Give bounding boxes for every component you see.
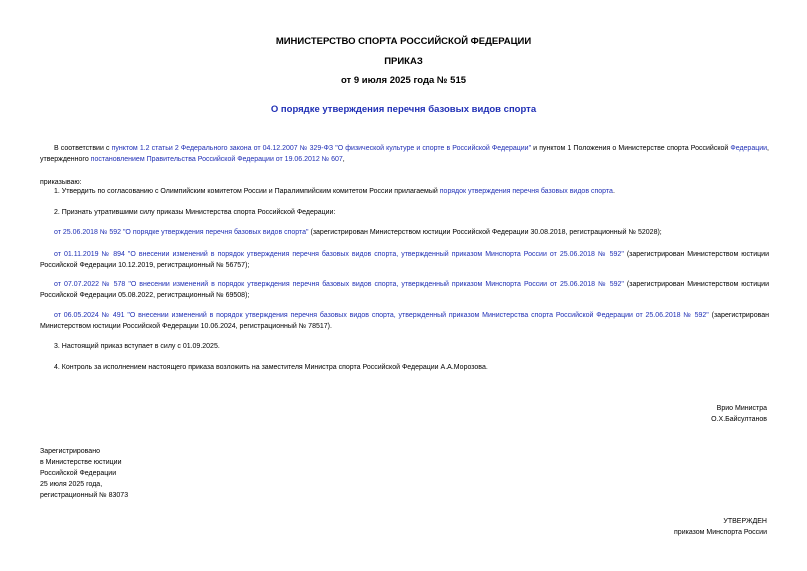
doc-type-heading: ПРИКАЗ bbox=[384, 56, 423, 67]
repealed-item bbox=[40, 249, 769, 271]
preamble-text-4: , bbox=[342, 156, 345, 163]
repealed-link[interactable]: от 07.07.2022 № 578 "О внесении изменений в порядок утверждения перечня базовых видов спорта, утвержденный приказом Минспорта России от 25.06.2018 № 592" bbox=[54, 281, 624, 288]
registration-line: в Министерстве юстиции bbox=[40, 459, 122, 466]
subject-prefix: О bbox=[270, 104, 281, 115]
repealed-item bbox=[40, 227, 769, 238]
repealed-text: (зарегистрирован Министерством юстиции Российской Федерации 30.08.2018, регистрационный № 52028); bbox=[308, 229, 662, 236]
order-word: приказываю: bbox=[40, 179, 82, 186]
registration-line: Российской Федерации bbox=[40, 470, 117, 477]
registration-block bbox=[40, 446, 128, 501]
repealed-text: (зарегистрирован Министерством юстиции Российской Федерации 10.06.2024, регистрационный № 78517). bbox=[40, 312, 769, 330]
federal-law-link[interactable]: пунктом 1.2 статьи 2 Федерального закона от 04.12.2007 № 329-ФЗ "О физической культуре и спорте в Российской Федерации" bbox=[111, 145, 532, 152]
repealed-link[interactable]: от 25.06.2018 № 592 "О порядке утверждения перечня базовых видов спорта" bbox=[54, 229, 309, 236]
ministry-heading: МИНИСТЕРСТВО СПОРТА РОССИЙСКОЙ ФЕДЕРАЦИИ bbox=[275, 36, 532, 47]
item-1-end: . bbox=[612, 188, 615, 195]
item-1-text: 1. Утвердить по согласованию с Олимпийским комитетом России и Паралимпийским комитетом России прилагаемый bbox=[54, 188, 440, 195]
preamble-text-2: и пунктом 1 Положения о Министерстве спорта Российской bbox=[531, 145, 731, 152]
item-4: 4. Контроль за исполнением настоящего приказа возложить на заместителя Министра спорта Российской Федерации А.А.Морозова. bbox=[54, 364, 488, 371]
government-decree-link[interactable]: постановлением Правительства Российской Федерации от 19.06.2012 № 607 bbox=[90, 156, 343, 163]
signature-block bbox=[711, 403, 767, 425]
approval-block bbox=[674, 516, 767, 538]
preamble-text-3: , утвержденного bbox=[40, 145, 769, 163]
repealed-item bbox=[40, 310, 769, 332]
approval-line: приказом Минспорта России bbox=[674, 529, 767, 536]
subject-link[interactable]: порядке утверждения перечня базовых видов спорта bbox=[280, 104, 537, 115]
item-2: 2. Признать утратившими силу приказы Министерства спорта Российской Федерации: bbox=[54, 209, 336, 216]
repealed-text: (зарегистрирован Министерством юстиции Российской Федерации 05.08.2022, регистрационный № 69508); bbox=[40, 281, 769, 299]
signature-name: О.Х.Байсултанов bbox=[711, 416, 767, 423]
repealed-link[interactable]: от 01.11.2019 № 894 "О внесении изменений в порядок утверждения перечня базовых видов спорта, утвержденный приказом Минспорта России от 25.06.2018 № 592" bbox=[54, 251, 624, 258]
item-3: 3. Настоящий приказ вступает в силу с 01.09.2025. bbox=[54, 343, 220, 350]
signature-position: Врио Министра bbox=[716, 405, 767, 412]
preamble-paragraph bbox=[40, 143, 769, 165]
registration-line: регистрационный № 83073 bbox=[40, 492, 129, 499]
repealed-link[interactable]: от 06.05.2024 № 491 "О внесении изменений в порядок утверждения перечня базовых видов спорта, утвержденный приказом Министерства спорта Российской Федерации от 25.06.2018 № 592" bbox=[54, 312, 709, 319]
item-1 bbox=[40, 186, 769, 197]
regulation-link[interactable]: Федерации bbox=[730, 145, 768, 152]
registration-line: Зарегистрировано bbox=[40, 448, 100, 455]
repealed-text: (зарегистрирован Министерством юстиции Российской Федерации 10.12.2019, регистрационный № 56757); bbox=[40, 251, 769, 269]
procedure-link[interactable]: порядок утверждения перечня базовых видов спорта bbox=[439, 188, 613, 195]
subject-title bbox=[40, 104, 767, 115]
approval-line: УТВЕРЖДЕН bbox=[723, 518, 767, 525]
preamble-text-1: В соответствии с bbox=[54, 145, 112, 152]
registration-line: 25 июля 2025 года, bbox=[40, 481, 103, 488]
repealed-item bbox=[40, 279, 769, 301]
date-number-heading: от 9 июля 2025 года № 515 bbox=[340, 75, 467, 86]
